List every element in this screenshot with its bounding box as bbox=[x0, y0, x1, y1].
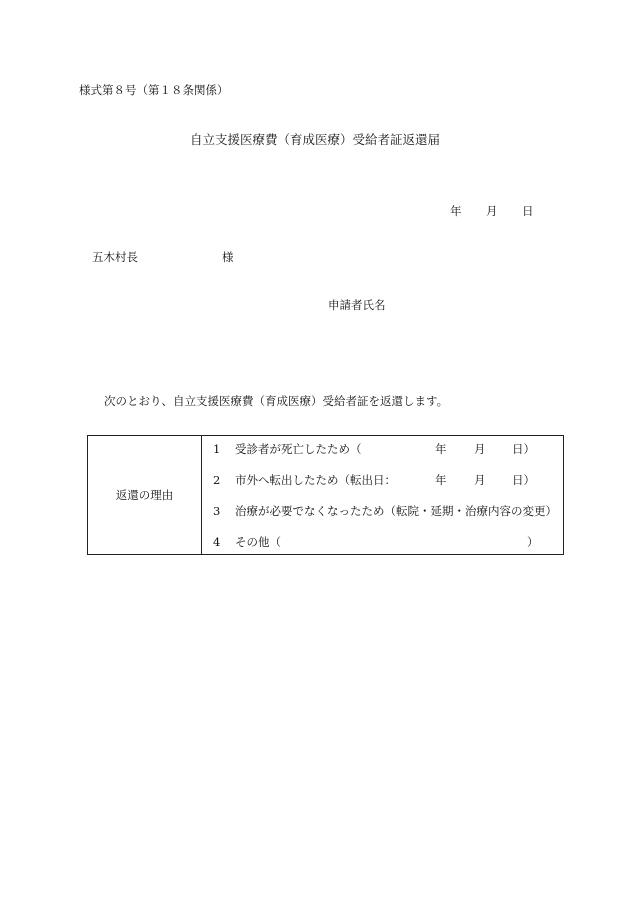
reason-number: 1 bbox=[213, 442, 221, 456]
reason-header-cell bbox=[88, 436, 202, 555]
date-year-label: 年 bbox=[450, 204, 462, 218]
reason-close: 日） bbox=[512, 442, 535, 456]
reason-month-label: 月 bbox=[474, 442, 486, 456]
reason-item bbox=[202, 442, 563, 456]
reason-month-label: 月 bbox=[474, 473, 486, 487]
reason-item bbox=[202, 535, 563, 549]
reason-text: 市外へ転出したため（転出日： bbox=[235, 473, 396, 487]
reason-item bbox=[202, 504, 563, 518]
form-number: 様式第８号（第１８条関係） bbox=[79, 83, 229, 97]
reason-year-label: 年 bbox=[435, 473, 447, 487]
reason-item bbox=[202, 473, 563, 487]
addressee-name: 五木村長 bbox=[92, 250, 138, 264]
reason-text: 治療が必要でなくなったため（転院・延期・治療内容の変更） bbox=[235, 504, 557, 518]
addressee-honorific: 様 bbox=[222, 250, 234, 264]
reason-number: 4 bbox=[213, 535, 221, 549]
reason-table bbox=[87, 435, 564, 555]
statement-text: 次のとおり、自立支援医療費（育成医療）受給者証を返還します。 bbox=[104, 394, 449, 408]
applicant-name-label: 申請者氏名 bbox=[328, 298, 386, 312]
reason-text: その他（ bbox=[235, 535, 281, 549]
reason-number: 3 bbox=[213, 504, 221, 518]
reason-number: 2 bbox=[213, 473, 221, 487]
date-month-label: 月 bbox=[486, 204, 498, 218]
reason-text: 受診者が死亡したため（ bbox=[235, 442, 362, 456]
reason-year-label: 年 bbox=[435, 442, 447, 456]
document-title: 自立支援医療費（育成医療）受給者証返還届 bbox=[189, 132, 440, 147]
reason-close: ） bbox=[527, 535, 539, 549]
date-day-label: 日 bbox=[522, 204, 534, 218]
reason-header-label: 返還の理由 bbox=[115, 488, 174, 502]
reason-list-cell bbox=[202, 436, 564, 555]
reason-close: 日） bbox=[512, 473, 535, 487]
